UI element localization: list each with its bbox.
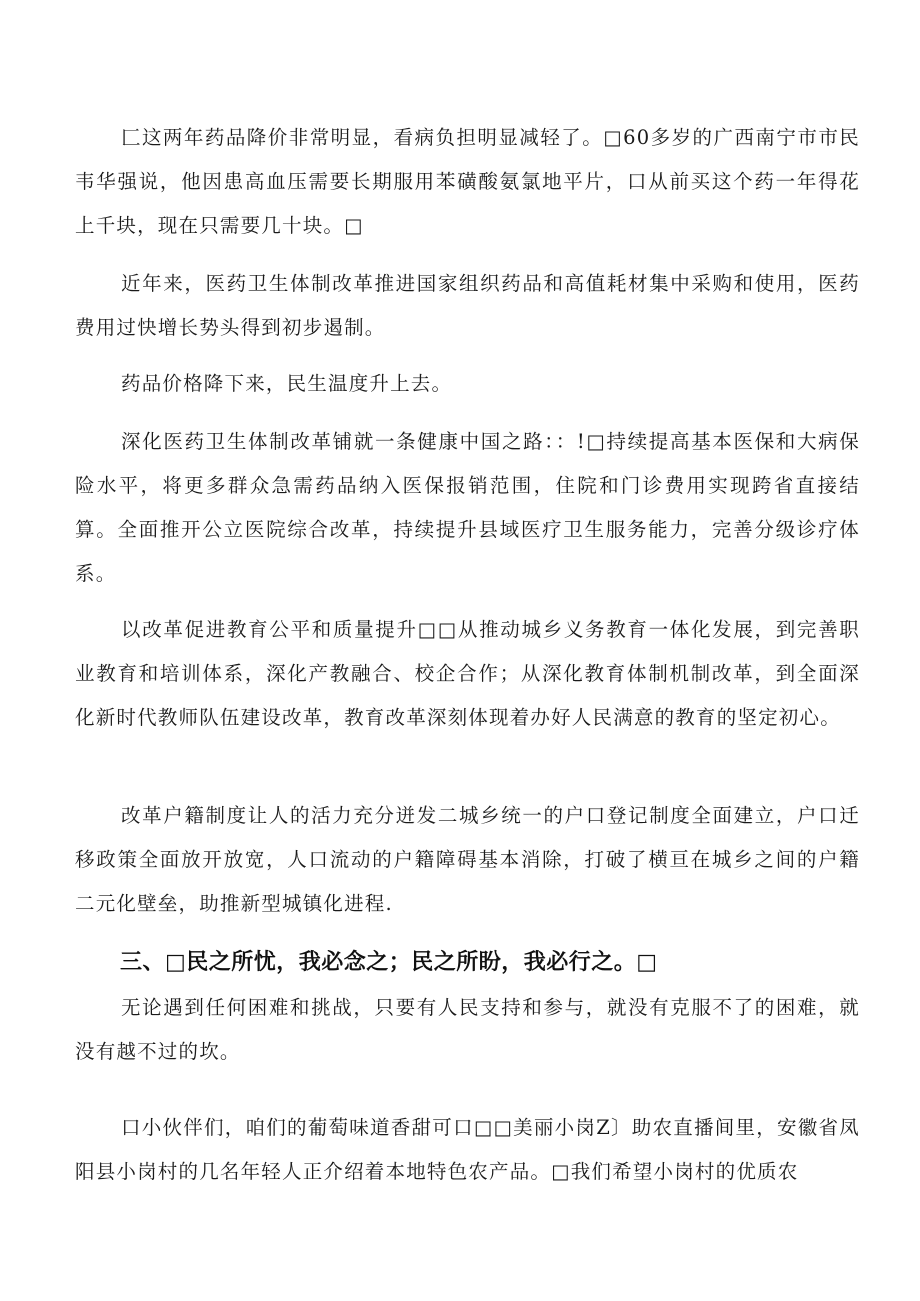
paragraph-medicine-price: 匚这两年药品降价非常明显，看病负担明显减轻了。□60多岁的广西南宁市市民韦华强说，他因患高血压需要长期服用苯磺酸氨氯地平片，口从前买这个药一年得花上千块，现在只需要几十块。□ [75, 126, 860, 237]
paragraph-medical-reform: 近年来，医药卫生体制改革推进国家组织药品和高值耗材集中采购和使用，医药费用过快增长势头得到初步遏制。 [75, 272, 860, 339]
paragraph-healthy-china: 深化医药卫生体制改革铺就一条健康中国之路：：!□持续提高基本医保和大病保险水平，将更多群众急需药品纳入医保报销范围，住院和门诊费用实现跨省直接结算。全面推开公立医院综合改革，持续提升县域医疗卫生服务能力，完善分级诊疗体系。 [75, 430, 860, 585]
paragraph-xiaogang-livestream: 口小伙伴们，咱们的葡萄味道香甜可口□□美丽小岗Z〕助农直播间里，安徽省凤阳县小岗村的几名年轻人正介绍着本地特色农产品。□我们希望小岗村的优质农 [75, 1116, 860, 1183]
section-heading-3: 三、□民之所忧，我必念之；民之所盼，我必行之。□ [120, 950, 658, 975]
paragraph-education-reform: 以改革促进教育公平和质量提升□□从推动城乡义务教育一体化发展，到完善职业教育和培训体系，深化产教融合、校企合作；从深化教育体制机制改革，到全面深化新时代教师队伍建设改革，教育改革深刻体现着办好人民满意的教育的坚定初心。 [75, 618, 860, 729]
paragraph-price-down: 药品价格降下来，民生温度升上去。 [121, 372, 453, 395]
paragraph-household-reform: 改革户籍制度让人的活力充分迸发二城乡统一的户口登记制度全面建立，户口迁移政策全面放开放宽，人口流动的户籍障碍基本消除，打破了横亘在城乡之间的户籍二元化壁垒，助推新型城镇化进程. [75, 804, 860, 915]
paragraph-people-support: 无论遇到任何困难和挑战，只要有人民支持和参与，就没有克服不了的困难，就没有越不过的坎。 [75, 996, 860, 1063]
